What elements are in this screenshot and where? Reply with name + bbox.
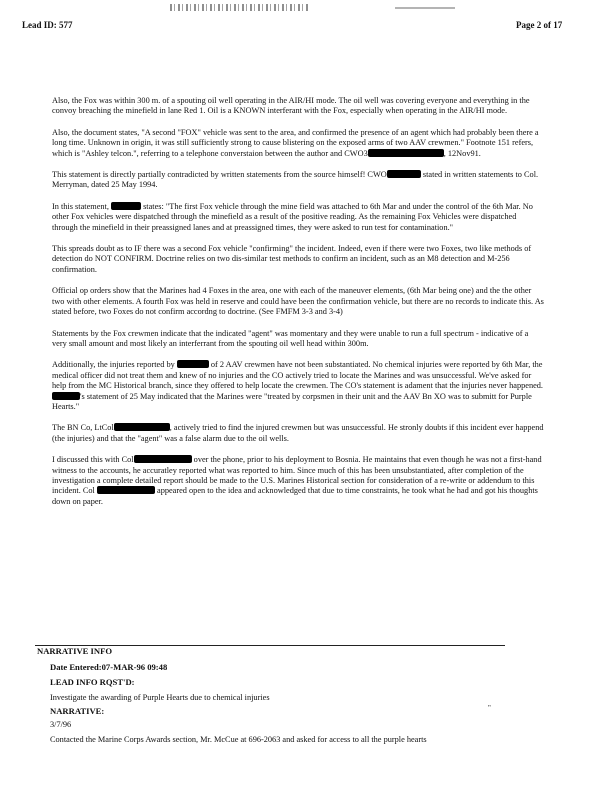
paragraph-text: This spreads doubt as to IF there was a second Fox vehicle "confirming" the incident. Indeed, even if there were two Foxes, two like methods of detection do NOT CONFIRM. Doctrine relies on two dis-similar test methods to confirm an incident, such as an M8 detection and M-256 confirmation. bbox=[52, 244, 532, 274]
section-divider bbox=[35, 645, 505, 646]
paragraph-text: Statements by the Fox crewmen indicate that the indicated "agent" was momentary and they were unable to run a full spectrum - indicative of a very small amount and most likely an interferrant from the spouting oil well head within 300m. bbox=[52, 328, 529, 348]
paragraph bbox=[52, 202, 544, 233]
redaction-bar bbox=[387, 170, 421, 178]
paragraph-text: over the phone, prior to his deployment to Bosnia. He maintains that even though he was not a first-hand witness to the accounts, he accuratley reported what was reported to him. Since much of this has been unsubstantiated, after completion of the investigation a complete detailed report should be made to the U.S. Marines Historical section for consideration of a re-write or addendum to this incident. Col bbox=[52, 455, 542, 496]
paragraph-text: appeared open to the idea and acknowledged that due to time constraints, he took what he had and got his thoughts down on paper. bbox=[52, 486, 538, 506]
narrative-date: 3/7/96 bbox=[50, 720, 72, 729]
paragraph-text: Also, the document states, "A second "FOX" vehicle was sent to the area, and confirmed the presence of an agent which had probably been there a long time. Unknown in origin, it was still sufficiently strong to cause blistering on the exposed arms of two AAV crewmen." Footnote 151 refers, which is "Ashley telcon.", referring to a telephone converstaion between the author and CWO3 bbox=[52, 127, 539, 158]
redaction-bar bbox=[134, 455, 192, 463]
body-text bbox=[52, 96, 544, 518]
paragraph bbox=[52, 128, 544, 159]
narrative-text: Contacted the Marine Corps Awards section, Mr. McCue at 696-2063 and asked for access to all the purple hearts bbox=[50, 735, 427, 744]
paragraph bbox=[52, 170, 544, 191]
paragraph-text: states: "The first Fox vehicle through the mine field was attached to 6th Mar and under the control of the 6th Mar. No other Fox vehicles were dispatched through the minefield as a result of the positive reading. As the remaining Fox Vehicles were dispatched through the minefield in their preassigned lanes and at preassigned times, they were asked to run test for contamination." bbox=[52, 201, 533, 232]
paragraph-text: stated in written statements to Col. Merryman, dated 25 May 1994. bbox=[52, 170, 539, 190]
redaction-bar bbox=[97, 486, 155, 494]
paragraph-text: This statement is directly partially contradicted by written statements from the source himself! CWO bbox=[52, 170, 387, 180]
paragraph-text: 's statement of 25 May indicated that the Marines were "treated by corpsmen in their unit and the AAV Bn XO was to submitt for Purple Hearts." bbox=[52, 391, 532, 411]
paragraph-text: In this statement, bbox=[52, 201, 111, 211]
stray-mark: " bbox=[488, 704, 491, 712]
lead-info-label: LEAD INFO RQST'D: bbox=[50, 677, 135, 687]
redaction-bar bbox=[52, 392, 80, 400]
paragraph-text: , 12Nov91. bbox=[443, 148, 481, 158]
lead-info-text: Investigate the awarding of Purple Hearts due to chemical injuries bbox=[50, 693, 270, 702]
redaction-bar bbox=[111, 202, 141, 210]
paragraph bbox=[52, 423, 544, 444]
narrative-label: NARRATIVE: bbox=[50, 706, 105, 716]
paragraph-text: of 2 AAV crewmen have not been substantiated. No chemical injuries were reported by 6th Mar, the medical officer did not treat them and knew of no injuries and the CO actively tried to locate the Marines and was unsuccessful. We've asked for help from the MC Historical branch, since they offered to help locate the crewmen. The CO's statement is adament that the injuries never happened. bbox=[52, 360, 544, 391]
redaction-bar bbox=[368, 149, 444, 157]
narrative-section-title bbox=[37, 646, 112, 656]
lead-id: Lead ID: 577 bbox=[22, 20, 73, 30]
redaction-bar bbox=[114, 423, 170, 431]
paragraph-text: The BN Co, LtCol bbox=[52, 423, 114, 433]
paragraph bbox=[52, 286, 544, 317]
scan-artifact bbox=[170, 4, 310, 11]
paragraph-text: Official op orders show that the Marines had 4 Foxes in the area, one with each of the maneuver elements, (6th Mar being one) and the the other two with other elements. A fourth Fox was held in reserve and could have been the confirmation vehicle, but there are no records to indicate this. As stated before, two Foxes do not confirm accordng to doctrine. (See FMFM 3-3 and 3-4) bbox=[52, 286, 544, 317]
paragraph-text: Additionally, the injuries reported by bbox=[52, 360, 177, 370]
paragraph bbox=[52, 244, 544, 275]
section-title-text: NARRATIVE INFO bbox=[37, 646, 113, 656]
paragraph-text: Also, the Fox was within 300 m. of a spouting oil well operating in the AIR/HI mode. The oil well was covering everyone and everything in the convoy breaching the minefield in lane Red 1. Oil is a KNOWN interferant with the Fox, especially when operating in the AIR/HI mode. bbox=[52, 96, 530, 116]
paragraph bbox=[52, 96, 544, 117]
paragraph-text: I discussed this with Col bbox=[52, 455, 134, 465]
paragraph-text: , actively tried to find the injured crewmen but was unsuccessful. He stronly doubts if this incident ever happend (the injuries) and that the "agent" was a false alarm due to the oil wells. bbox=[52, 423, 544, 443]
redaction-bar bbox=[177, 360, 209, 368]
paragraph bbox=[52, 329, 544, 350]
date-entered: Date Entered:07-MAR-96 09:48 bbox=[50, 662, 168, 672]
paragraph bbox=[52, 455, 544, 507]
page-number: Page 2 of 17 bbox=[516, 20, 563, 30]
scan-artifact bbox=[395, 7, 455, 9]
paragraph bbox=[52, 360, 544, 412]
